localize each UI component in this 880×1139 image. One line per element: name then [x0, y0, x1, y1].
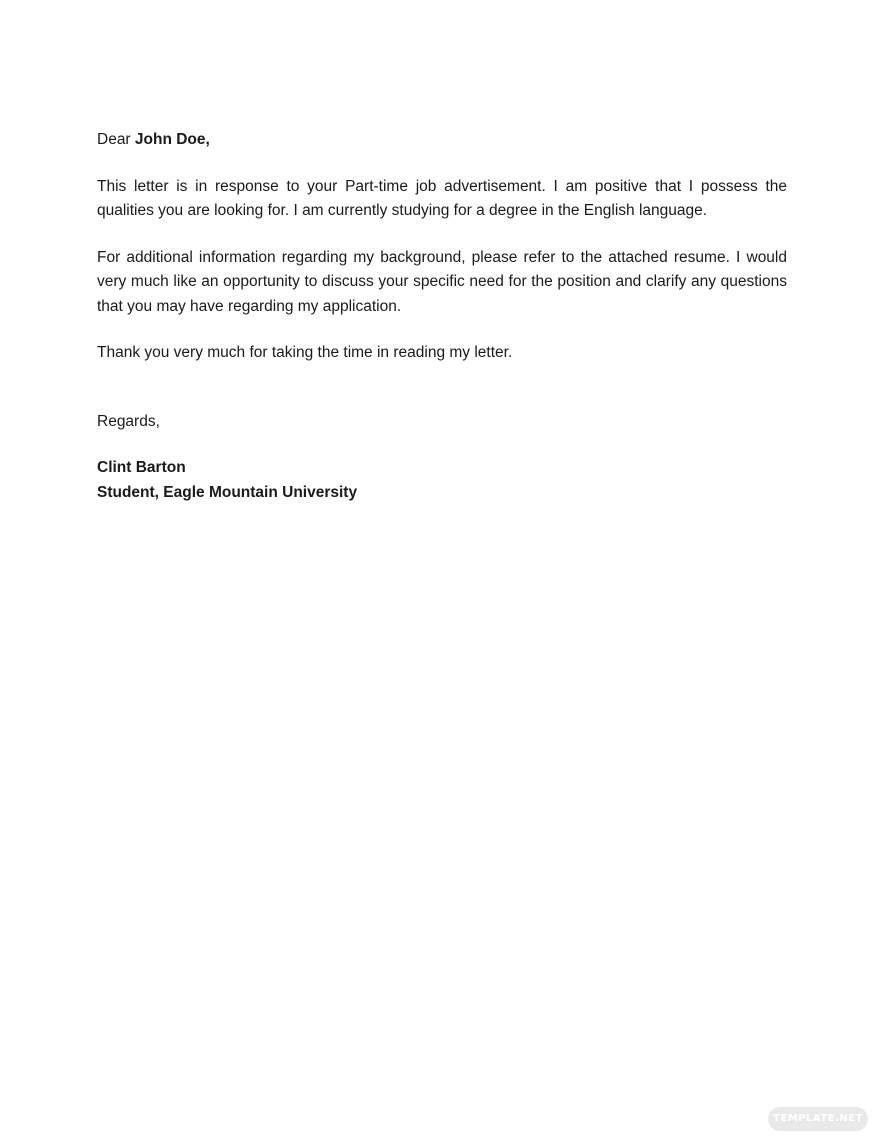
template-watermark: TEMPLATE.NET: [768, 1107, 868, 1131]
salutation: [97, 128, 787, 153]
recipient-name: John Doe,: [134, 131, 210, 148]
paragraph-thanks: Thank you very much for taking the time in reading my letter.: [97, 344, 513, 361]
signature-title: Student, Eagle Mountain University: [97, 483, 358, 501]
signature-name: Clint Barton: [97, 459, 186, 476]
paragraph-background: For additional information regarding my background, please refer to the attached resume. I would very much like an opportunity to discuss your specific need for the position and clarify any questions that you may have regarding my application.: [97, 248, 787, 315]
closing: Regards,: [97, 412, 160, 430]
paragraph-intro: This letter is in response to your Part-time job advertisement. I am positive that I possess the qualities you are looking for. I am currently studying for a degree in the English language.: [97, 177, 787, 219]
salutation-prefix: Dear: [97, 131, 135, 148]
letter-body: [97, 128, 787, 505]
